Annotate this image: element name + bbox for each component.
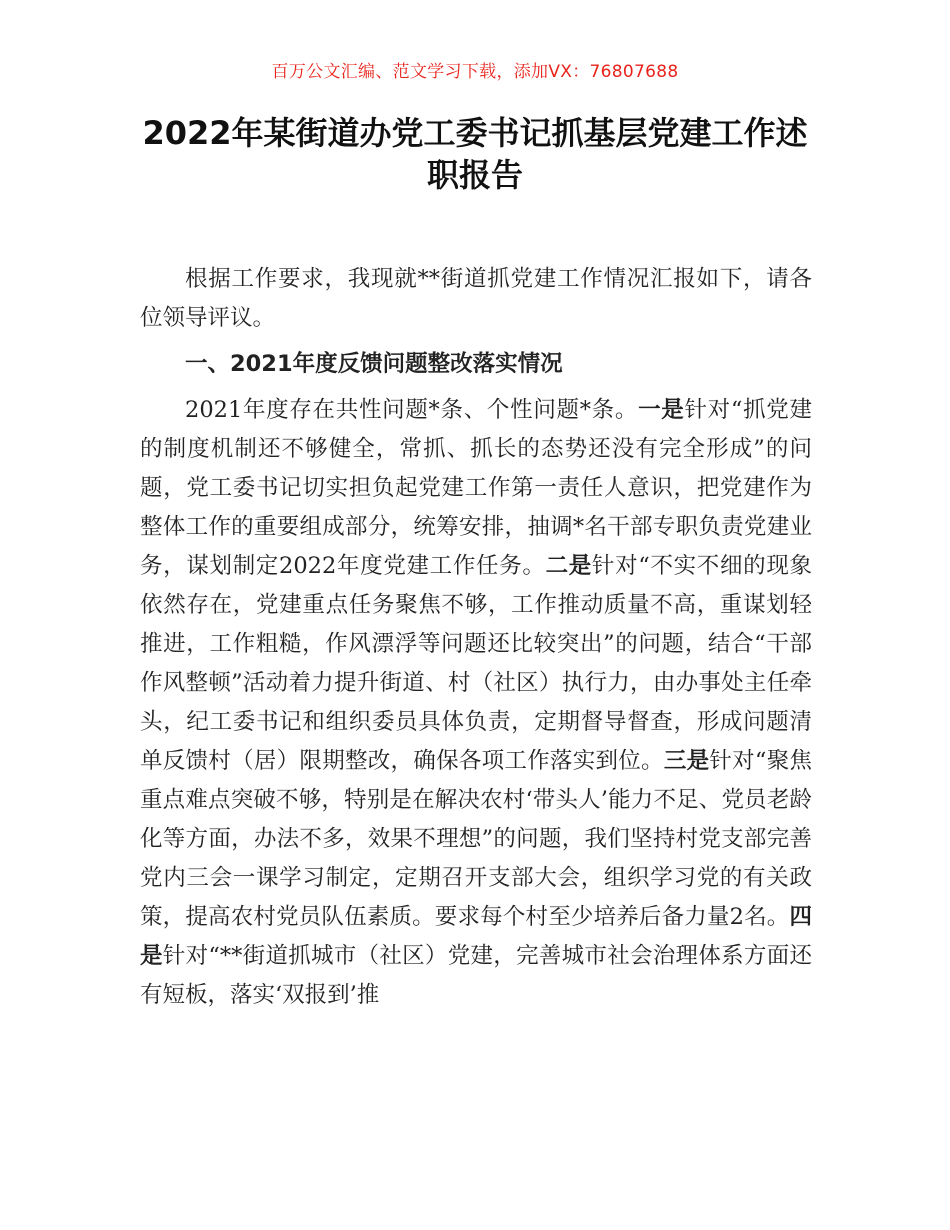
paragraph-text: 针对“**街道抓城市（社区）党建，完善城市社会治理体系方面还有短板，落实‘双报到’推	[140, 943, 812, 1008]
point-marker: 一是	[638, 397, 685, 423]
point-marker: 三是	[663, 748, 710, 774]
paragraph-text: 针对“抓党建的制度机制还不够健全，常抓、抓长的态势还没有完全形成”的问题，党工委书记切实担负起党建工作第一责任人意识，把党建作为整体工作的重要组成部分，统筹安排，抽调*名干部专职负责党建业务，谋划制定2022年度党建工作任务。	[140, 397, 812, 579]
document-body	[140, 260, 812, 1015]
point-marker: 二是	[545, 553, 592, 579]
paragraph-text: 2021年度存在共性问题*条、个性问题*条。	[185, 397, 639, 423]
paragraph-text: 针对“聚焦重点难点突破不够，特别是在解决农村‘带头人’能力不足、党员老龄化等方面，办法不多，效果不理想”的问题，我们坚持村党支部完善党内三会一课学习制定，定期召开支部大会，组织学习党的有关政策，提高农村党员队伍素质。要求每个村至少培养后备力量2名。	[140, 748, 812, 930]
point-marker: 四是	[140, 904, 812, 969]
section-heading-1: 一、2021年度反馈问题整改落实情况	[185, 351, 563, 377]
document-title: 2022年某街道办党工委书记抓基层党建工作述职报告	[142, 114, 808, 194]
promo-header: 百万公文汇编、范文学习下载，添加VX：76807688	[271, 62, 679, 82]
intro-paragraph: 根据工作要求，我现就**街道抓党建工作情况汇报如下，请各位领导评议。	[140, 266, 812, 331]
paragraph-text: 针对“不实不细的现象依然存在，党建重点任务聚焦不够，工作推动质量不高，重谋划轻推进，工作粗糙，作风漂浮等问题还比较突出”的问题，结合“干部作风整顿”活动着力提升街道、村（社区）执行力，由办事处主任牵头，纪工委书记和组织委员具体负责，定期督导督查，形成问题清单反馈村（居）限期整改，确保各项工作落实到位。	[140, 553, 812, 774]
section-1-paragraph	[140, 391, 812, 1015]
